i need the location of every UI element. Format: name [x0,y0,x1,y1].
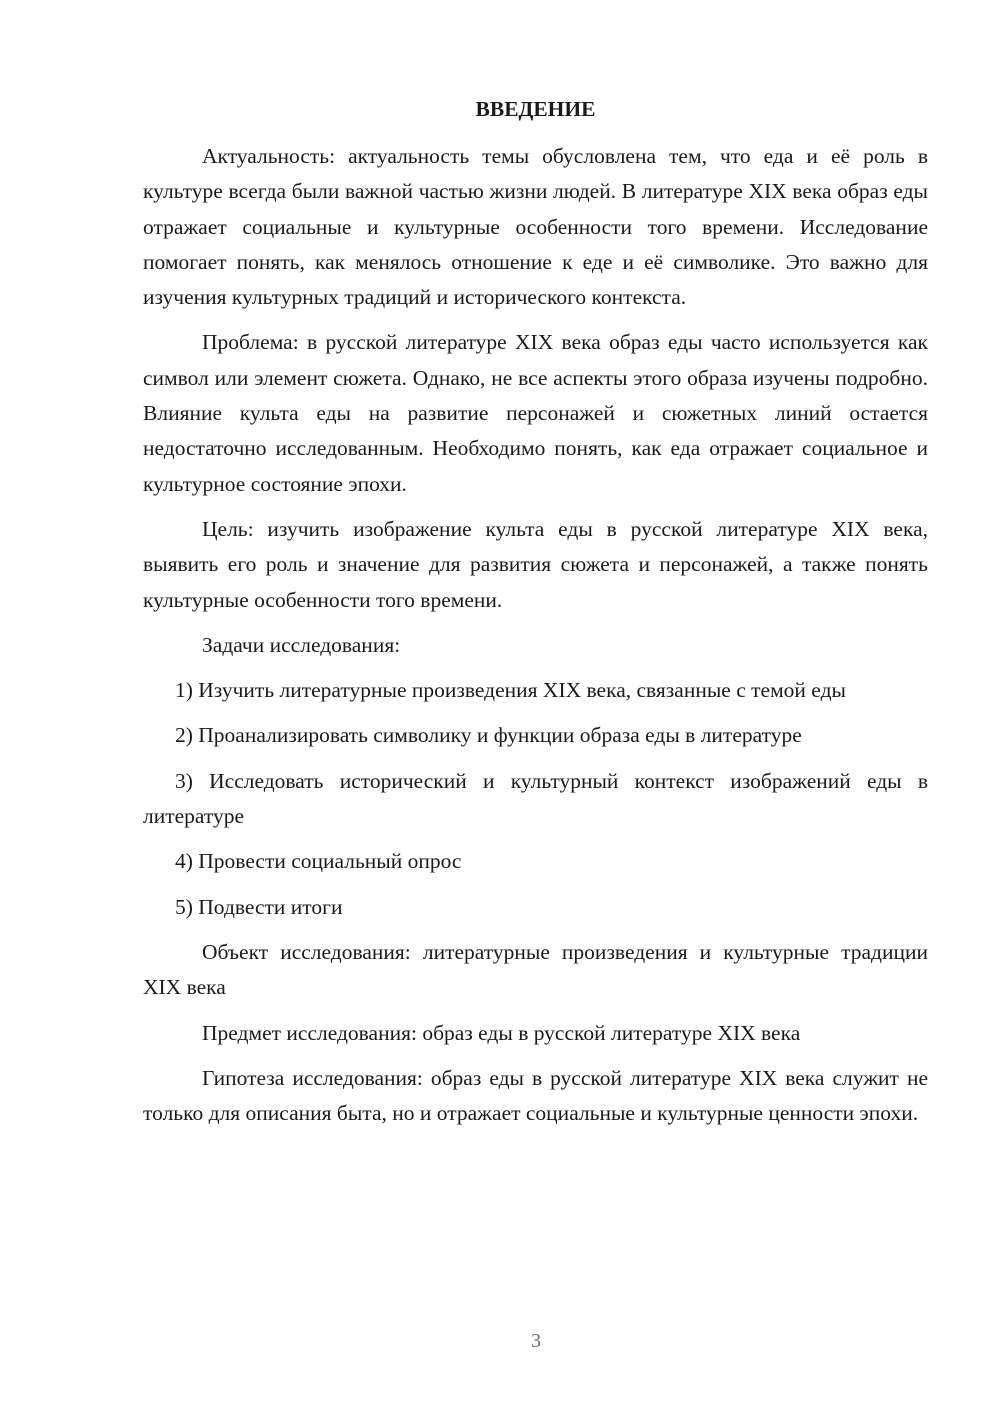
paragraph-goal: Цель: изучить изображение культа еды в русской литературе XIX века, выявить его роль и значение для развития сюжета и персонажей, а также понять культурные особенности того времени. [143,516,928,612]
paragraph-hypothesis: Гипотеза исследования: образ еды в русской литературе XIX века служит не только для описания быта, но и отражает социальные и культурные ценности эпохи. [143,1065,928,1126]
task-item-1: 1) Изучить литературные произведения XIX века, связанные с темой еды [175,678,846,703]
section-heading: ВВЕДЕНИЕ [475,97,596,121]
paragraph-subject: Предмет исследования: образ еды в русской литературе XIX века [202,1020,801,1045]
paragraph-tasks-intro: Задачи исследования: [202,632,401,657]
paragraph-problem: Проблема: в русской литературе XIX века образ еды часто используется как символ или элемент сюжета. Однако, не все аспекты этого образа изучены подробно. Влияние культа еды на развитие персонажей и сюжетных линий остается недостаточно исследованным. Необходимо понять, как еда отражает социальное и культурное состояние эпохи. [143,330,928,496]
page-number: 3 [531,1330,541,1352]
paragraph-relevance: Актуальность: актуальность темы обусловлена тем, что еда и её роль в культуре всегда были важной частью жизни людей. В литературе XIX века образ еды отражает социальные и культурные особенности того времени. Исследование помогает понять, как менялось отношение к еде и её символике. Это важно для изучения культурных традиций и исторического контекста. [143,144,928,310]
task-item-4: 4) Провести социальный опрос [175,849,462,874]
document-body [143,92,928,1141]
paragraph-object: Объект исследования: литературные произведения и культурные традиции XIX века [143,939,928,1000]
task-item-5: 5) Подвести итоги [175,894,343,919]
task-item-3: 3) Исследовать исторический и культурный контекст изображений еды в литературе [143,768,928,829]
task-item-2: 2) Проанализировать символику и функции образа еды в литературе [175,723,802,748]
